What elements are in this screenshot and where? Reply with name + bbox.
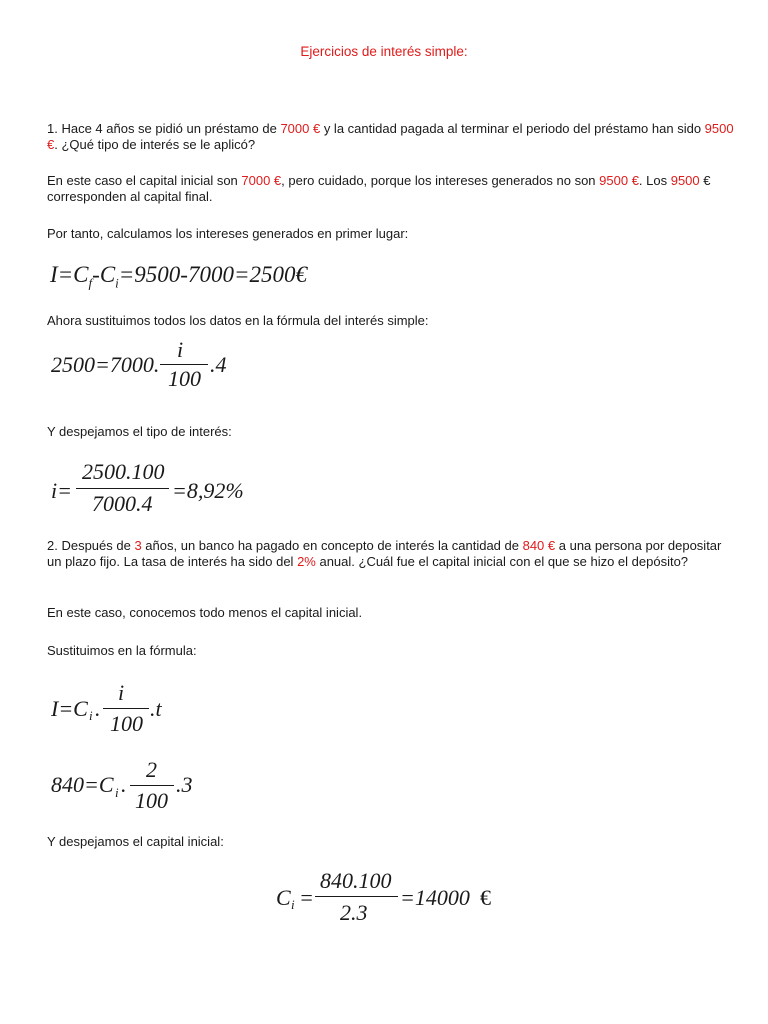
- formula-text: =14000: [400, 885, 470, 910]
- formula-text: C: [276, 885, 291, 910]
- exercise-2-question: [47, 538, 737, 570]
- fraction-denominator: 100: [110, 711, 143, 736]
- highlight-amount: 7000 €: [280, 121, 321, 136]
- exercise-1-step-intro: Por tanto, calculamos los intereses generados en primer lugar:: [47, 226, 409, 241]
- highlight-amount: 9500 €: [47, 121, 734, 152]
- text-fragment: 1. Hace 4 años se pidió un préstamo de: [47, 121, 281, 136]
- fraction-numerator: 840.100: [320, 868, 392, 893]
- text-fragment: En este caso el capital inicial son: [47, 173, 242, 188]
- highlight-amount: 7000 €: [241, 173, 282, 188]
- fraction-numerator: 2500.100: [82, 459, 165, 484]
- formula-text: -C: [92, 262, 116, 287]
- fraction-denominator: 7000.4: [92, 491, 153, 516]
- formula-subscript: i: [115, 275, 119, 291]
- formula-text: 840=C: [51, 772, 114, 797]
- text-fragment: a una persona por depositar un plazo fijo. La tasa de interés ha sido del: [47, 538, 722, 569]
- highlight-amount: 3: [134, 538, 142, 553]
- exercise-1-step-solve: Y despejamos el tipo de interés:: [47, 424, 232, 439]
- document-title: Ejercicios de interés simple:: [300, 44, 468, 59]
- formula-text: =9500-7000=2500€: [118, 262, 307, 287]
- fraction-bar: [160, 364, 208, 365]
- exercise-1-question: [47, 121, 737, 153]
- text-fragment: . ¿Qué tipo de interés se le aplicó?: [54, 137, 256, 152]
- exercise-1-explanation: [47, 173, 737, 205]
- text-fragment: años, un banco ha pagado en concepto de interés la cantidad de: [141, 538, 523, 553]
- highlight-amount: 2%: [297, 554, 316, 569]
- fraction-bar: [130, 785, 174, 786]
- text-fragment: , pero cuidado, porque los intereses generados no son: [281, 173, 600, 188]
- formula-text: =8,92%: [172, 478, 244, 503]
- exercise-1-step-substitute: Ahora sustituimos todos los datos en la fórmula del interés simple:: [47, 313, 429, 328]
- formula-text: I=C: [50, 262, 89, 287]
- formula-text: .4: [210, 352, 227, 377]
- formula-text: 2500=7000.: [51, 352, 160, 377]
- text-fragment: € corresponden al capital final.: [47, 173, 711, 204]
- highlight-amount: 840 €: [522, 538, 556, 553]
- fraction-bar: [76, 488, 169, 489]
- formula-subscript: i: [89, 708, 93, 723]
- formula-text: I=C: [51, 696, 88, 721]
- text-fragment: anual. ¿Cuál fue el capital inicial con el que se hizo el depósito?: [315, 554, 689, 569]
- exercise-2-step-intro: Sustituimos en la fórmula:: [47, 643, 197, 658]
- exercise-2-step-solve: Y despejamos el capital inicial:: [47, 834, 224, 849]
- formula-text: .t: [150, 696, 162, 721]
- text-fragment: . Los: [638, 173, 671, 188]
- formula-interest-difference: [50, 262, 307, 292]
- fraction-denominator: 100: [168, 366, 201, 391]
- formula-text: .: [121, 772, 127, 797]
- fraction-bar: [103, 708, 149, 709]
- text-fragment: 2. Después de: [47, 538, 135, 553]
- formula-text: .3: [176, 772, 193, 797]
- formula-subscript: f: [88, 275, 93, 291]
- fraction-bar: [315, 896, 398, 897]
- highlight-amount: 9500 €: [599, 173, 639, 188]
- formula-subscript: i: [115, 785, 119, 800]
- fraction-denominator: 100: [135, 788, 168, 813]
- fraction-denominator: 2.3: [340, 900, 368, 925]
- formula-text: =: [299, 885, 314, 910]
- formula-text: .: [95, 696, 101, 721]
- fraction-numerator: i: [118, 680, 125, 705]
- formula-text: i=: [51, 478, 72, 503]
- formula-subscript: i: [291, 897, 295, 912]
- fraction-numerator: 2: [146, 757, 157, 782]
- exercise-2-explanation: En este caso, conocemos todo menos el capital inicial.: [47, 605, 363, 620]
- highlight-amount: 9500: [670, 173, 700, 188]
- text-fragment: y la cantidad pagada al terminar el periodo del préstamo han sido: [320, 121, 705, 136]
- fraction-numerator: i: [177, 337, 184, 362]
- formula-text: €: [480, 885, 491, 910]
